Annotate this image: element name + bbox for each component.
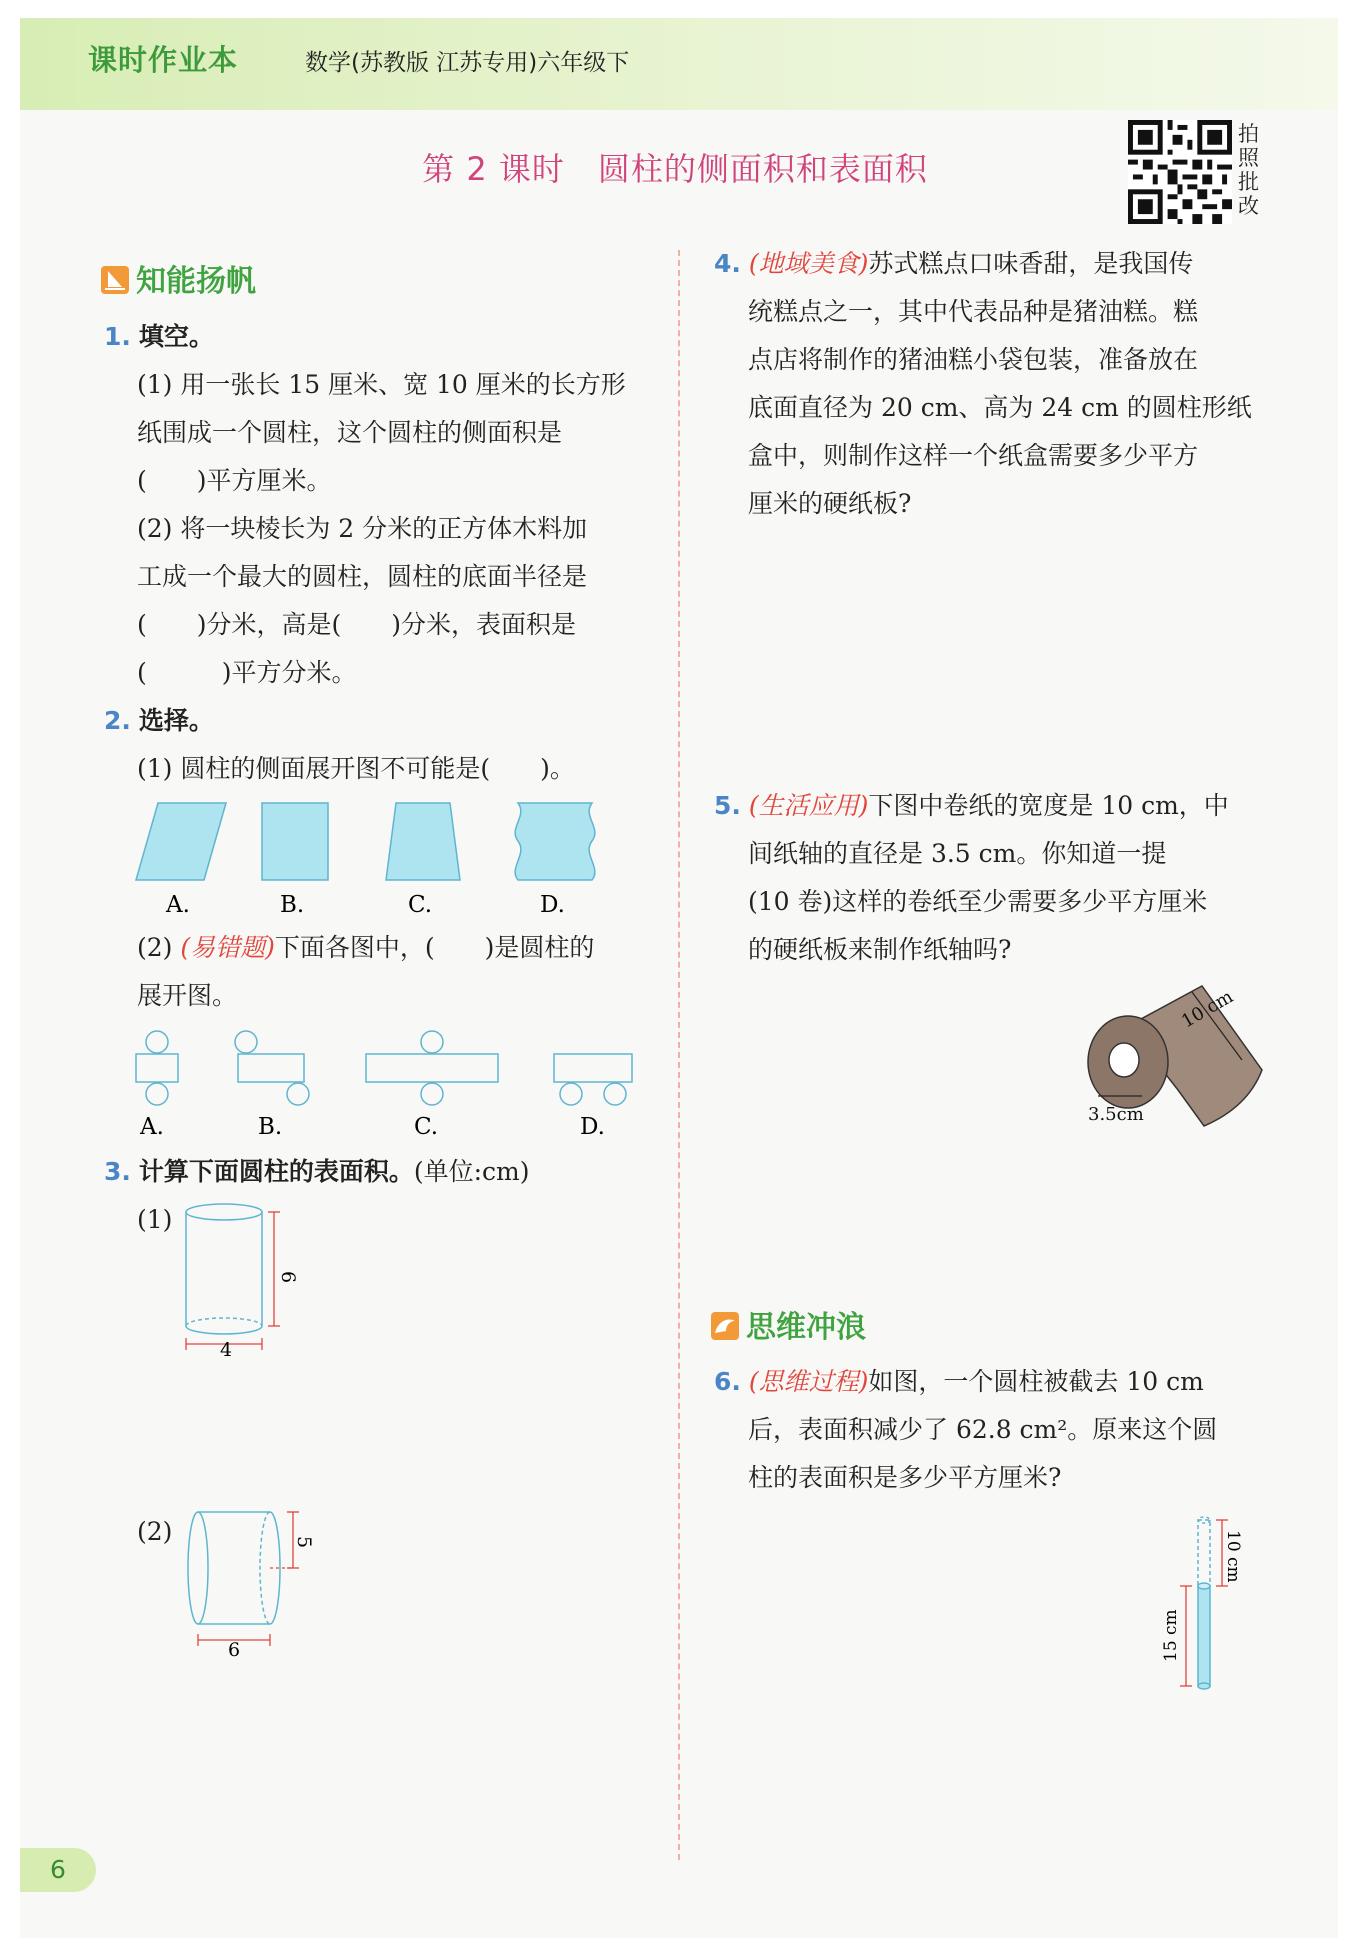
q5-width-label: 10 cm	[1178, 986, 1237, 1033]
q1-line-7: ( )平方分米。	[137, 658, 357, 687]
q3-number: 3.	[104, 1157, 131, 1186]
q4-line-3: 点店将制作的猪油糕小袋包装，准备放在	[748, 345, 1199, 374]
q3-unit: (单位:cm)	[413, 1157, 530, 1186]
q2-p2-option-c: C.	[414, 1114, 439, 1140]
q2-heading	[104, 697, 214, 745]
q5-number: 5.	[714, 791, 741, 820]
q3-cylinder-1	[170, 1196, 310, 1366]
rectangle-shape	[262, 803, 328, 880]
q5-tag: (生活应用)	[748, 791, 869, 820]
q1-heading	[104, 313, 214, 361]
wavy-shape	[515, 803, 595, 880]
q6-number: 6.	[714, 1367, 741, 1396]
brand-title: 课时作业本	[88, 43, 239, 77]
q5-line-2: 间纸轴的直径是 3.5 cm。你知道一提	[748, 839, 1167, 868]
q6-remain-label: 15 cm	[1161, 1609, 1181, 1662]
q3-p1-height: 6	[277, 1271, 299, 1284]
q6-line-2: 后，表面积减少了 62.8 cm²。原来这个圆	[748, 1415, 1218, 1444]
q6-text-1: 如图，一个圆柱被截去 10 cm	[868, 1367, 1204, 1396]
q1-line-4: (2) 将一块棱长为 2 分米的正方体木料加	[137, 514, 588, 543]
section-title-2	[710, 1302, 866, 1346]
q3-p1-label: (1)	[137, 1205, 173, 1234]
q2-p2-option-b: B.	[258, 1114, 283, 1140]
page-number: 6	[20, 1848, 96, 1892]
q2-p2-line-2: 展开图。	[137, 981, 238, 1010]
toilet-roll-figure	[1080, 978, 1270, 1138]
q5-line-1	[714, 782, 1229, 830]
q2-p2-figures	[130, 1024, 650, 1144]
section-title-2-text: 思维冲浪	[746, 1310, 866, 1345]
q2-part-2	[137, 924, 594, 972]
q2-p2-text: 下面各图中，( )是圆柱的	[274, 933, 595, 962]
q6-line-3: 柱的表面积是多少平方厘米?	[748, 1463, 1062, 1492]
q1-line-5: 工成一个最大的圆柱，圆柱的底面半径是	[137, 562, 588, 591]
q1-line-1: (1) 用一张长 15 厘米、宽 10 厘米的长方形	[137, 370, 626, 399]
sail-icon	[100, 265, 130, 295]
q4-line-2: 统糕点之一，其中代表品种是猪油糕。糕	[748, 297, 1199, 326]
q3-heading	[104, 1148, 530, 1196]
subject-label: 数学(苏教版 江苏专用)六年级下	[305, 50, 630, 76]
q2-p1-option-d: D.	[540, 892, 565, 918]
q1-number: 1.	[104, 322, 131, 351]
q4-text-1: 苏式糕点口味香甜，是我国传	[868, 249, 1194, 278]
q4-line-1	[714, 240, 1193, 288]
trapezoid-shape	[386, 803, 460, 880]
q3-cylinder-2	[180, 1506, 320, 1666]
q6-cylinder-figure	[1150, 1510, 1270, 1700]
q1-line-3: ( )平方厘米。	[137, 466, 332, 495]
q5-text-1: 下图中卷纸的宽度是 10 cm，中	[868, 791, 1229, 820]
q6-line-1	[714, 1358, 1204, 1406]
q2-p1-figures	[130, 798, 620, 918]
q3-p2-label: (2)	[137, 1517, 173, 1546]
wave-icon	[710, 1311, 740, 1341]
q1-head: 填空。	[138, 322, 214, 351]
q4-line-5: 盒中，则制作这样一个纸盒需要多少平方	[748, 441, 1199, 470]
q2-p2-tag: (易错题)	[180, 933, 275, 962]
q4-tag: (地域美食)	[748, 249, 869, 278]
q2-p1-option-a: A.	[166, 892, 190, 918]
q1-line-6: ( )分米，高是( )分米，表面积是	[137, 610, 577, 639]
q2-p2-option-a: A.	[140, 1114, 164, 1140]
q6-cut-label: 10 cm	[1223, 1530, 1243, 1583]
section-title-1	[100, 256, 256, 300]
q3-p2-radius: 5	[293, 1536, 315, 1549]
lesson-title: 第 2 课时 圆柱的侧面积和表面积	[422, 150, 928, 188]
q6-tag: (思维过程)	[748, 1367, 869, 1396]
q3-p1-diameter: 4	[220, 1339, 233, 1361]
q2-p1-option-c: C.	[408, 892, 433, 918]
q4-number: 4.	[714, 249, 741, 278]
q5-line-4: 的硬纸板来制作纸轴吗?	[748, 935, 1012, 964]
column-divider	[678, 250, 680, 1860]
qr-code-icon[interactable]	[1128, 120, 1232, 224]
q3-head: 计算下面圆柱的表面积。	[138, 1157, 414, 1186]
q3-p2-length: 6	[228, 1639, 241, 1661]
q1-line-2: 纸围成一个圆柱，这个圆柱的侧面积是	[137, 418, 563, 447]
q5-line-3: (10 卷)这样的卷纸至少需要多少平方厘米	[748, 887, 1208, 916]
q4-line-4: 底面直径为 20 cm、高为 24 cm 的圆柱形纸	[748, 393, 1252, 422]
q4-line-6: 厘米的硬纸板?	[748, 489, 912, 518]
q5-diameter-label: 3.5cm	[1088, 1104, 1144, 1125]
section-title-1-text: 知能扬帆	[136, 264, 256, 299]
q2-p1-option-b: B.	[280, 892, 305, 918]
q2-p2-prefix: (2)	[137, 933, 181, 962]
qr-label: 拍照批改	[1238, 122, 1259, 218]
q2-part-1: (1) 圆柱的侧面展开图不可能是( )。	[137, 754, 575, 783]
parallelogram-shape	[136, 803, 226, 880]
q2-head: 选择。	[138, 706, 214, 735]
q2-number: 2.	[104, 706, 131, 735]
q2-p2-option-d: D.	[580, 1114, 605, 1140]
